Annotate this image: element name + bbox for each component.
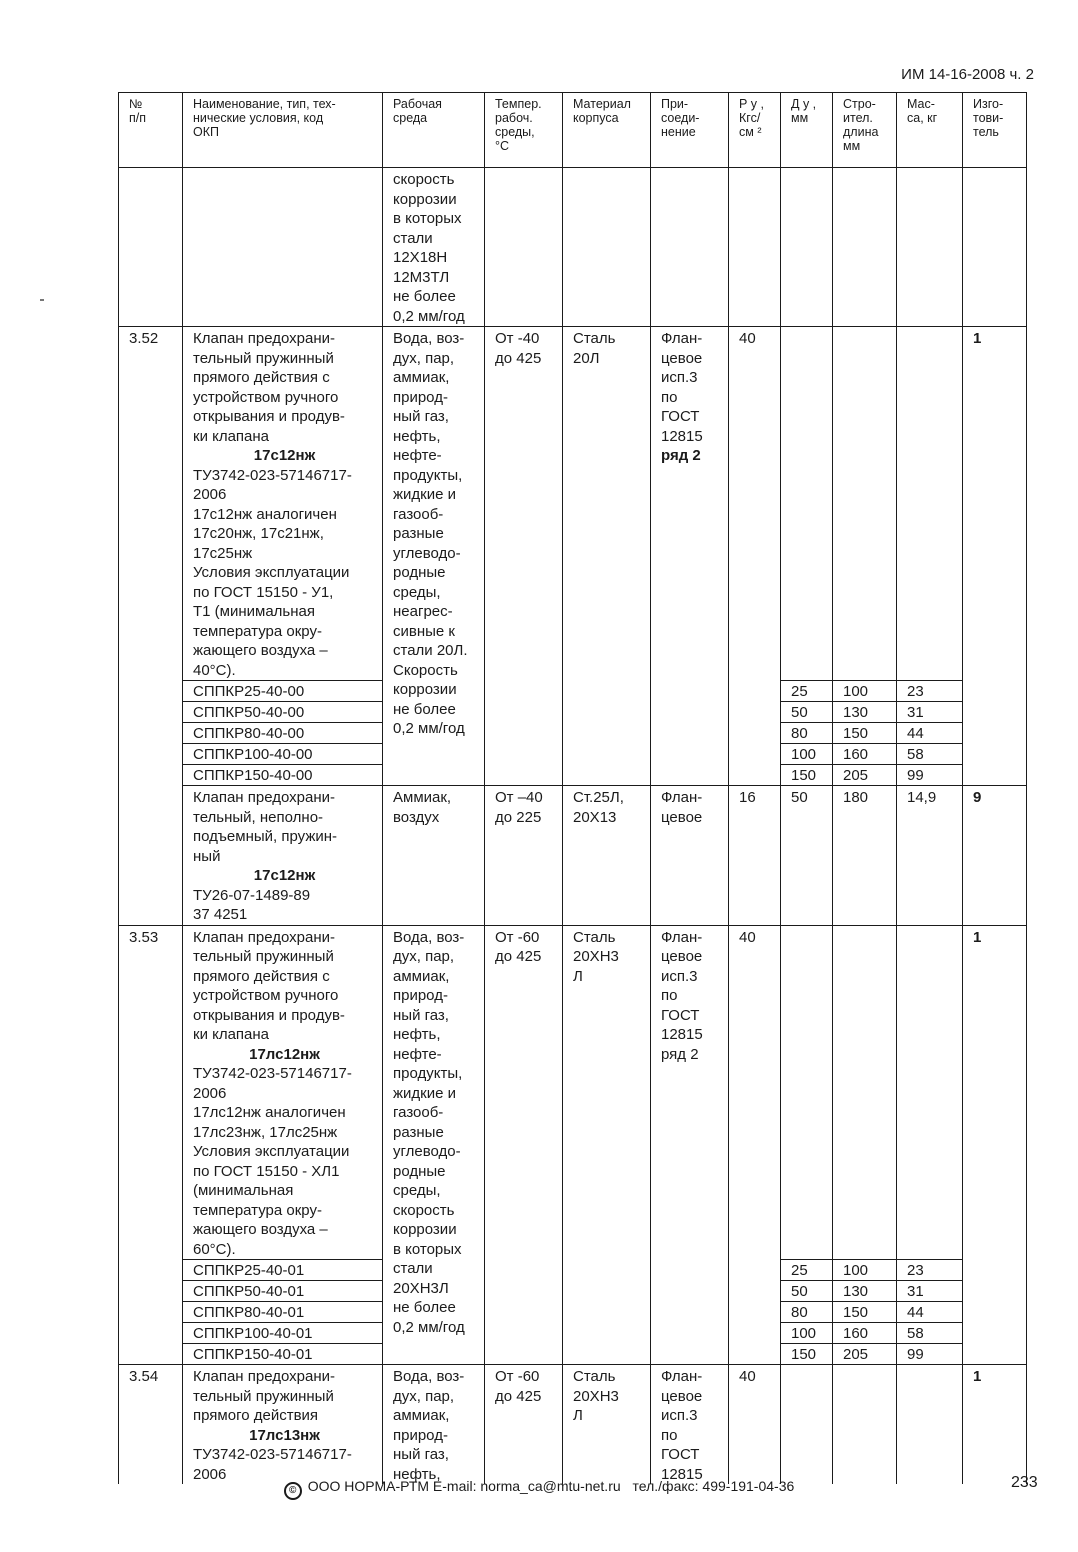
cell-material: Сталь 20Л <box>563 327 651 786</box>
cell-mass: 14,9 <box>897 786 963 926</box>
cell-mass: 58 <box>897 1323 963 1344</box>
col-header-connection: При- соеди- нение <box>651 93 729 168</box>
connection-text: Флан- цевое исп.3 по ГОСТ 12815 <box>661 330 703 445</box>
cell-medium: скорость коррозии в которых стали 12Х18Н 12М3ТЛ не более 0,2 мм/год <box>383 168 485 327</box>
cell-item-name <box>183 925 383 1260</box>
table-row-item <box>119 925 1027 1260</box>
col-header-name: Наименование, тип, тех- нические условия, код ОКП <box>183 93 383 168</box>
cell-length: 205 <box>833 1344 897 1365</box>
cell-pressure: 40 <box>729 1365 781 1485</box>
cell-medium: Вода, воз- дух, пар, аммиак, природ- ный газ, нефть, <box>383 1365 485 1485</box>
cell-medium: Вода, воз- дух, пар, аммиак, природ- ный газ, нефть, нефте- продукты, жидкие и газооб- разные углеводо- родные среды, скорость коррозии в которых стали 20ХН3Л не более 0,2 мм/год <box>383 925 485 1365</box>
cell-variant-name: СППКР50-40-01 <box>183 1281 383 1302</box>
cell-variant-name: СППКР100-40-01 <box>183 1323 383 1344</box>
cell-empty <box>833 327 897 681</box>
cell-manufacturer: 9 <box>963 786 1027 926</box>
col-header-manufacturer: Изго- тови- тель <box>963 93 1027 168</box>
cell-empty <box>781 168 833 327</box>
cell-length: 150 <box>833 1302 897 1323</box>
col-header-dn: Д у , мм <box>781 93 833 168</box>
table-row-item <box>119 327 1027 681</box>
cell-dn: 80 <box>781 1302 833 1323</box>
cell-connection: Флан- цевое <box>651 786 729 926</box>
cell-empty <box>781 925 833 1260</box>
page-number: 233 <box>1011 1474 1038 1491</box>
cell-length: 130 <box>833 702 897 723</box>
equipment-spec-table <box>118 92 1027 1484</box>
item-type-code: 17лс13нж <box>249 1426 320 1444</box>
cell-mass: 31 <box>897 702 963 723</box>
cell-item-number: 3.54 <box>119 1365 183 1485</box>
cell-mass: 44 <box>897 1302 963 1323</box>
cell-length: 150 <box>833 723 897 744</box>
cell-variant-name: СППКР80-40-01 <box>183 1302 383 1323</box>
item-type-code: 17лс12нж <box>249 1045 320 1063</box>
item-name-text: Клапан предохрани- тельный, неполно- подъемный, пружин- ный <box>193 789 338 865</box>
cell-dn: 150 <box>781 1344 833 1365</box>
cell-material: Ст.25Л, 20Х13 <box>563 786 651 926</box>
page-footer <box>0 1478 1078 1500</box>
item-name-text: Клапан предохрани- тельный пружинный прямого действия <box>193 1368 335 1424</box>
cell-empty <box>119 168 183 327</box>
col-header-number: № п/п <box>119 93 183 168</box>
col-header-pressure: Р у , Кгс/ см ² <box>729 93 781 168</box>
cell-variant-name: СППКР25-40-00 <box>183 681 383 702</box>
cell-dn: 50 <box>781 702 833 723</box>
cell-manufacturer: 1 <box>963 1365 1027 1485</box>
item-details: ТУ3742-023-57146717- 2006 <box>193 1446 352 1483</box>
cell-item-number: 3.53 <box>119 925 183 1365</box>
cell-pressure: 40 <box>729 327 781 786</box>
item-details: ТУ3742-023-57146717- 2006 17с12нж аналогичен 17с20нж, 17с21нж, 17с25нж Условия эксплуатации по ГОСТ 15150 - У1, Т1 (минимальная температура окру- жающего воздуха – 40°С). <box>193 466 352 679</box>
cell-variant-name: СППКР80-40-00 <box>183 723 383 744</box>
cell-dn: 100 <box>781 1323 833 1344</box>
scan-mark <box>40 299 44 301</box>
cell-pressure: 40 <box>729 925 781 1365</box>
cell-dn: 50 <box>781 1281 833 1302</box>
cell-mass: 99 <box>897 1344 963 1365</box>
table-row-item <box>119 786 1027 926</box>
cell-length: 160 <box>833 1323 897 1344</box>
cell-variant-name: СППКР25-40-01 <box>183 1260 383 1281</box>
cell-temperature: От –40 до 225 <box>485 786 563 926</box>
cell-pressure: 16 <box>729 786 781 926</box>
connection-series: ряд 2 <box>661 447 701 464</box>
cell-length: 100 <box>833 681 897 702</box>
footer-phone: тел./факс: 499-191-04-36 <box>632 1478 795 1494</box>
cell-manufacturer: 1 <box>963 925 1027 1365</box>
cell-empty <box>729 168 781 327</box>
cell-empty <box>963 168 1027 327</box>
item-name-text: Клапан предохрани- тельный пружинный прямого действия с устройством ручного открывания и продув- ки клапана <box>193 928 345 1043</box>
cell-connection: Флан- цевое исп.3 по ГОСТ 12815 <box>651 1365 729 1485</box>
cell-connection <box>651 327 729 786</box>
cell-temperature: От -40 до 425 <box>485 327 563 786</box>
item-details: ТУ26-07-1489-89 37 4251 <box>193 886 311 923</box>
copyright-icon: © <box>284 1482 302 1500</box>
cell-empty <box>781 1365 833 1485</box>
table-row-item <box>119 1365 1027 1485</box>
cell-temperature: От -60 до 425 <box>485 1365 563 1485</box>
cell-dn: 100 <box>781 744 833 765</box>
cell-dn: 150 <box>781 765 833 786</box>
cell-empty <box>183 168 383 327</box>
cell-connection: Флан- цевое исп.3 по ГОСТ 12815 ряд 2 <box>651 925 729 1365</box>
cell-empty <box>833 168 897 327</box>
cell-mass: 44 <box>897 723 963 744</box>
cell-mass: 99 <box>897 765 963 786</box>
cell-empty <box>651 168 729 327</box>
cell-empty <box>897 1365 963 1485</box>
cell-item-name <box>183 1365 383 1485</box>
item-name-text: Клапан предохрани- тельный пружинный прямого действия с устройством ручного открывания и продув- ки клапана <box>193 330 345 445</box>
cell-material: Сталь 20ХН3 Л <box>563 1365 651 1485</box>
cell-variant-name: СППКР150-40-01 <box>183 1344 383 1365</box>
cell-empty <box>781 327 833 681</box>
item-type-code: 17с12нж <box>253 447 316 464</box>
cell-variant-name: СППКР50-40-00 <box>183 702 383 723</box>
cell-medium: Аммиак, воздух <box>383 786 485 926</box>
cell-length: 180 <box>833 786 897 926</box>
cell-material: Сталь 20ХН3 Л <box>563 925 651 1365</box>
cell-length: 100 <box>833 1260 897 1281</box>
col-header-medium: Рабочая среда <box>383 93 485 168</box>
cell-empty <box>485 168 563 327</box>
col-header-length: Стро- ител. длина мм <box>833 93 897 168</box>
cell-empty <box>897 925 963 1260</box>
cell-item-number: 3.52 <box>119 327 183 926</box>
cell-length: 160 <box>833 744 897 765</box>
cell-empty <box>897 168 963 327</box>
table-row-continuation <box>119 168 1027 327</box>
cell-medium: Вода, воз- дух, пар, аммиак, природ- ный газ, нефть, нефте- продукты, жидкие и газооб- разные углеводо- родные среды, неагрес- сивные к стали 20Л. Скорость коррозии не более 0,2 мм/год <box>383 327 485 786</box>
cell-manufacturer: 1 <box>963 327 1027 786</box>
cell-mass: 23 <box>897 681 963 702</box>
cell-mass: 31 <box>897 1281 963 1302</box>
cell-temperature: От -60 до 425 <box>485 925 563 1365</box>
cell-item-name <box>183 327 383 681</box>
cell-empty <box>897 327 963 681</box>
table-header-row <box>119 93 1027 168</box>
col-header-material: Материал корпуса <box>563 93 651 168</box>
cell-variant-name: СППКР100-40-00 <box>183 744 383 765</box>
cell-empty <box>833 925 897 1260</box>
footer-org: ООО НОРМА-РТМ <box>307 1478 430 1494</box>
item-type-code: 17с12нж <box>253 867 316 884</box>
cell-length: 130 <box>833 1281 897 1302</box>
cell-empty <box>833 1365 897 1485</box>
cell-dn: 80 <box>781 723 833 744</box>
cell-empty <box>563 168 651 327</box>
cell-mass: 23 <box>897 1260 963 1281</box>
cell-length: 205 <box>833 765 897 786</box>
cell-dn: 50 <box>781 786 833 926</box>
cell-variant-name: СППКР150-40-00 <box>183 765 383 786</box>
document-id: ИМ 14-16-2008 ч. 2 <box>901 66 1034 83</box>
cell-item-name <box>183 786 383 926</box>
cell-dn: 25 <box>781 1260 833 1281</box>
col-header-mass: Мас- са, кг <box>897 93 963 168</box>
col-header-temperature: Темпер. рабоч. среды, °С <box>485 93 563 168</box>
cell-mass: 58 <box>897 744 963 765</box>
cell-dn: 25 <box>781 681 833 702</box>
item-details: ТУ3742-023-57146717- 2006 17лс12нж аналогичен 17лс23нж, 17лс25нж Условия эксплуатации по ГОСТ 15150 - ХЛ1 (минимальная температура окру- жающего воздуха – 60°С). <box>193 1065 352 1258</box>
footer-email: E-mail: norma_ca@mtu-net.ru <box>432 1478 621 1494</box>
